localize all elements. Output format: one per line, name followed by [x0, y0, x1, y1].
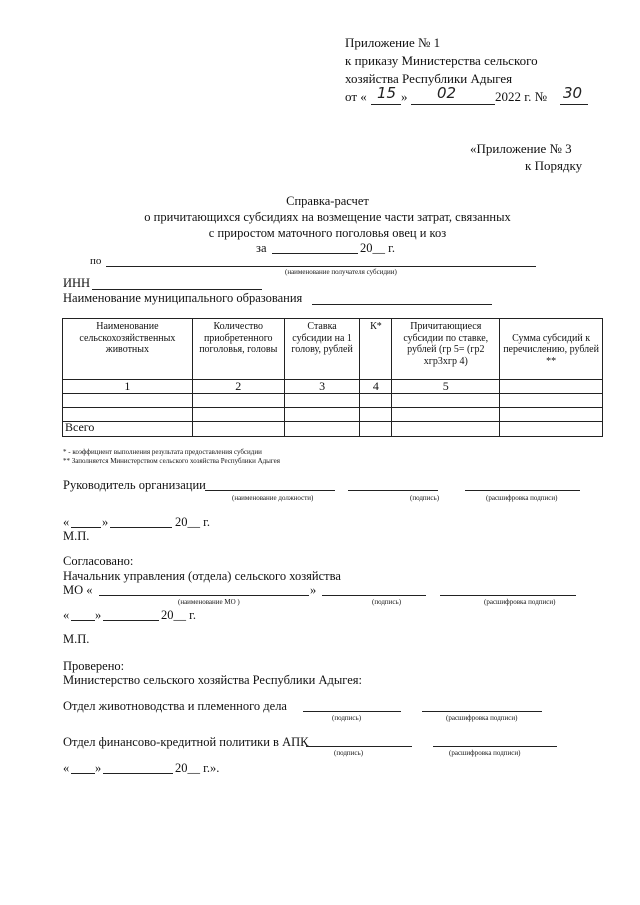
head-decode-field[interactable] [465, 490, 580, 491]
title-line4-prefix: за [256, 241, 267, 255]
table-number-cell: 1 [63, 380, 193, 394]
title-period-line [272, 253, 358, 254]
head-signature-field[interactable] [348, 490, 438, 491]
table-header-cell: К* [360, 319, 392, 380]
table-cell[interactable] [360, 394, 392, 408]
table-cell[interactable] [63, 394, 193, 408]
appendix3-line1: «Приложение № 3 [470, 141, 572, 156]
date3-open: « [63, 761, 70, 775]
date2-month-field[interactable] [103, 620, 159, 621]
table-cell[interactable] [284, 422, 360, 437]
appendix-date-prefix: от « [345, 89, 367, 104]
dept1-signature-field[interactable] [303, 711, 401, 712]
table-cell[interactable] [360, 422, 392, 437]
table-number-cell: 2 [192, 380, 284, 394]
agreed-mo-close: » [310, 583, 317, 597]
table-number-cell: 4 [360, 380, 392, 394]
table-cell[interactable] [192, 422, 284, 437]
agreed-label: Согласовано: [63, 554, 134, 568]
footnote-2: ** Заполняется Министерством сельского хозяйства Республики Адыгея [63, 457, 280, 465]
appendix-number: 30 [563, 84, 583, 102]
dept2-hint-signature: (подпись) [334, 749, 364, 757]
checked-dept1: Отдел животноводства и племенного дела [63, 699, 287, 713]
title-line4-year: 20__ г. [360, 241, 395, 255]
date2-day-field[interactable] [71, 620, 95, 621]
table-cell[interactable] [360, 408, 392, 422]
agreed-decode-field[interactable] [440, 595, 576, 596]
table-cell[interactable] [284, 394, 360, 408]
appendix3-line2: к Порядку [525, 158, 583, 173]
table-total-label: Всего [63, 422, 193, 437]
dept1-decode-field[interactable] [422, 711, 542, 712]
table-cell[interactable] [500, 408, 603, 422]
stamp-1: М.П. [63, 529, 90, 543]
dept2-decode-field[interactable] [433, 746, 557, 747]
table-cell[interactable] [392, 394, 500, 408]
head-hint-position: (наименование должности) [232, 494, 314, 502]
table-header-cell: Наименование сельскохозяйственных животных [63, 319, 193, 380]
head-hint-decode: (расшифровка подписи) [486, 494, 558, 502]
agreed-hint-decode: (расшифровка подписи) [484, 598, 556, 606]
recipient-hint: (наименование получателя субсидии) [285, 268, 397, 276]
table-cell[interactable] [284, 408, 360, 422]
date2-mid: » [95, 608, 102, 622]
table-cell[interactable] [192, 394, 284, 408]
agreed-line2: Начальник управления (отдела) сельского хозяйства [63, 569, 341, 583]
table-header-cell: Количество приобретенного поголовья, головы [192, 319, 284, 380]
table-cell[interactable] [500, 422, 603, 437]
table-header-cell: Причитающиеся субсидии по ставке, рублей (гр 5= (гр2 хгр3хгр 4) [392, 319, 500, 380]
date3-mid: » [95, 761, 102, 775]
table-number-cell [500, 380, 603, 394]
table-cell[interactable] [392, 408, 500, 422]
checked-ministry: Министерство сельского хозяйства Республики Адыгея: [63, 673, 362, 687]
head-position-field[interactable] [205, 490, 335, 491]
head-hint-signature: (подпись) [410, 494, 440, 502]
appendix-line3: хозяйства Республики Адыгея [345, 71, 513, 86]
table-header-cell: Ставка субсидии на 1 голову, рублей [284, 319, 360, 380]
table-header-cell: Сумма субсидий к перечислению, рублей ** [500, 319, 603, 380]
appendix-day: 15 [377, 84, 397, 102]
appendix-month-line [411, 104, 495, 105]
title-line2: о причитающихся субсидиях на возмещение части затрат, связанных [144, 210, 511, 224]
dept1-hint-decode: (расшифровка подписи) [446, 714, 518, 722]
date1-open: « [63, 515, 70, 529]
date3-year: 20__ г.». [175, 761, 220, 775]
appendix-date-mid: » [401, 89, 408, 104]
agreed-hint-mo: (наименование МО ) [178, 598, 240, 606]
footnote-1: * - коэффициент выполнения результата предоставления субсидии [63, 448, 262, 456]
dept1-hint-signature: (подпись) [332, 714, 362, 722]
stamp-2: М.П. [63, 632, 90, 646]
municipality-label: Наименование муниципального образования [63, 291, 303, 305]
date1-mid: » [102, 515, 109, 529]
date3-day-field[interactable] [71, 773, 95, 774]
agreed-signature-field[interactable] [322, 595, 426, 596]
date1-year: 20__ г. [175, 515, 210, 529]
table-number-cell: 5 [392, 380, 500, 394]
table-row [63, 394, 603, 408]
inn-label: ИНН [63, 276, 91, 290]
head-label: Руководитель организации [63, 478, 206, 492]
agreed-hint-signature: (подпись) [372, 598, 402, 606]
table-row [63, 408, 603, 422]
municipality-field[interactable] [312, 304, 492, 305]
title-line3: с приростом маточного поголовья овец и коз [208, 226, 447, 240]
appendix-line1: Приложение № 1 [345, 35, 441, 50]
dept2-signature-field[interactable] [306, 746, 412, 747]
table-number-cell: 3 [284, 380, 360, 394]
table-cell[interactable] [192, 408, 284, 422]
dept2-hint-decode: (расшифровка подписи) [449, 749, 521, 757]
appendix-line2: к приказу Министерства сельского [345, 53, 538, 68]
title-line1: Справка-расчет [286, 194, 369, 208]
appendix-number-line [560, 104, 588, 105]
date2-open: « [63, 608, 70, 622]
checked-dept2: Отдел финансово-кредитной политики в АПК [63, 735, 309, 749]
table-cell[interactable] [500, 394, 603, 408]
table-header-row [63, 319, 603, 380]
appendix-year: 2022 г. № [495, 89, 548, 104]
checked-label: Проверено: [63, 659, 125, 673]
recipient-label: по [90, 255, 102, 267]
agreed-mo-prefix: МО « [63, 583, 93, 597]
table-total-row [63, 422, 603, 437]
date1-day-field[interactable] [71, 527, 101, 528]
inn-field[interactable] [92, 289, 262, 290]
table-cell[interactable] [392, 422, 500, 437]
table-number-row [63, 380, 603, 394]
date2-year: 20__ г. [161, 608, 196, 622]
appendix-month: 02 [437, 84, 457, 102]
date1-month-field[interactable] [110, 527, 172, 528]
recipient-field[interactable] [106, 266, 536, 267]
date3-month-field[interactable] [103, 773, 173, 774]
subsidy-table [62, 318, 603, 437]
agreed-mo-field[interactable] [99, 595, 309, 596]
appendix-day-line [371, 104, 401, 105]
